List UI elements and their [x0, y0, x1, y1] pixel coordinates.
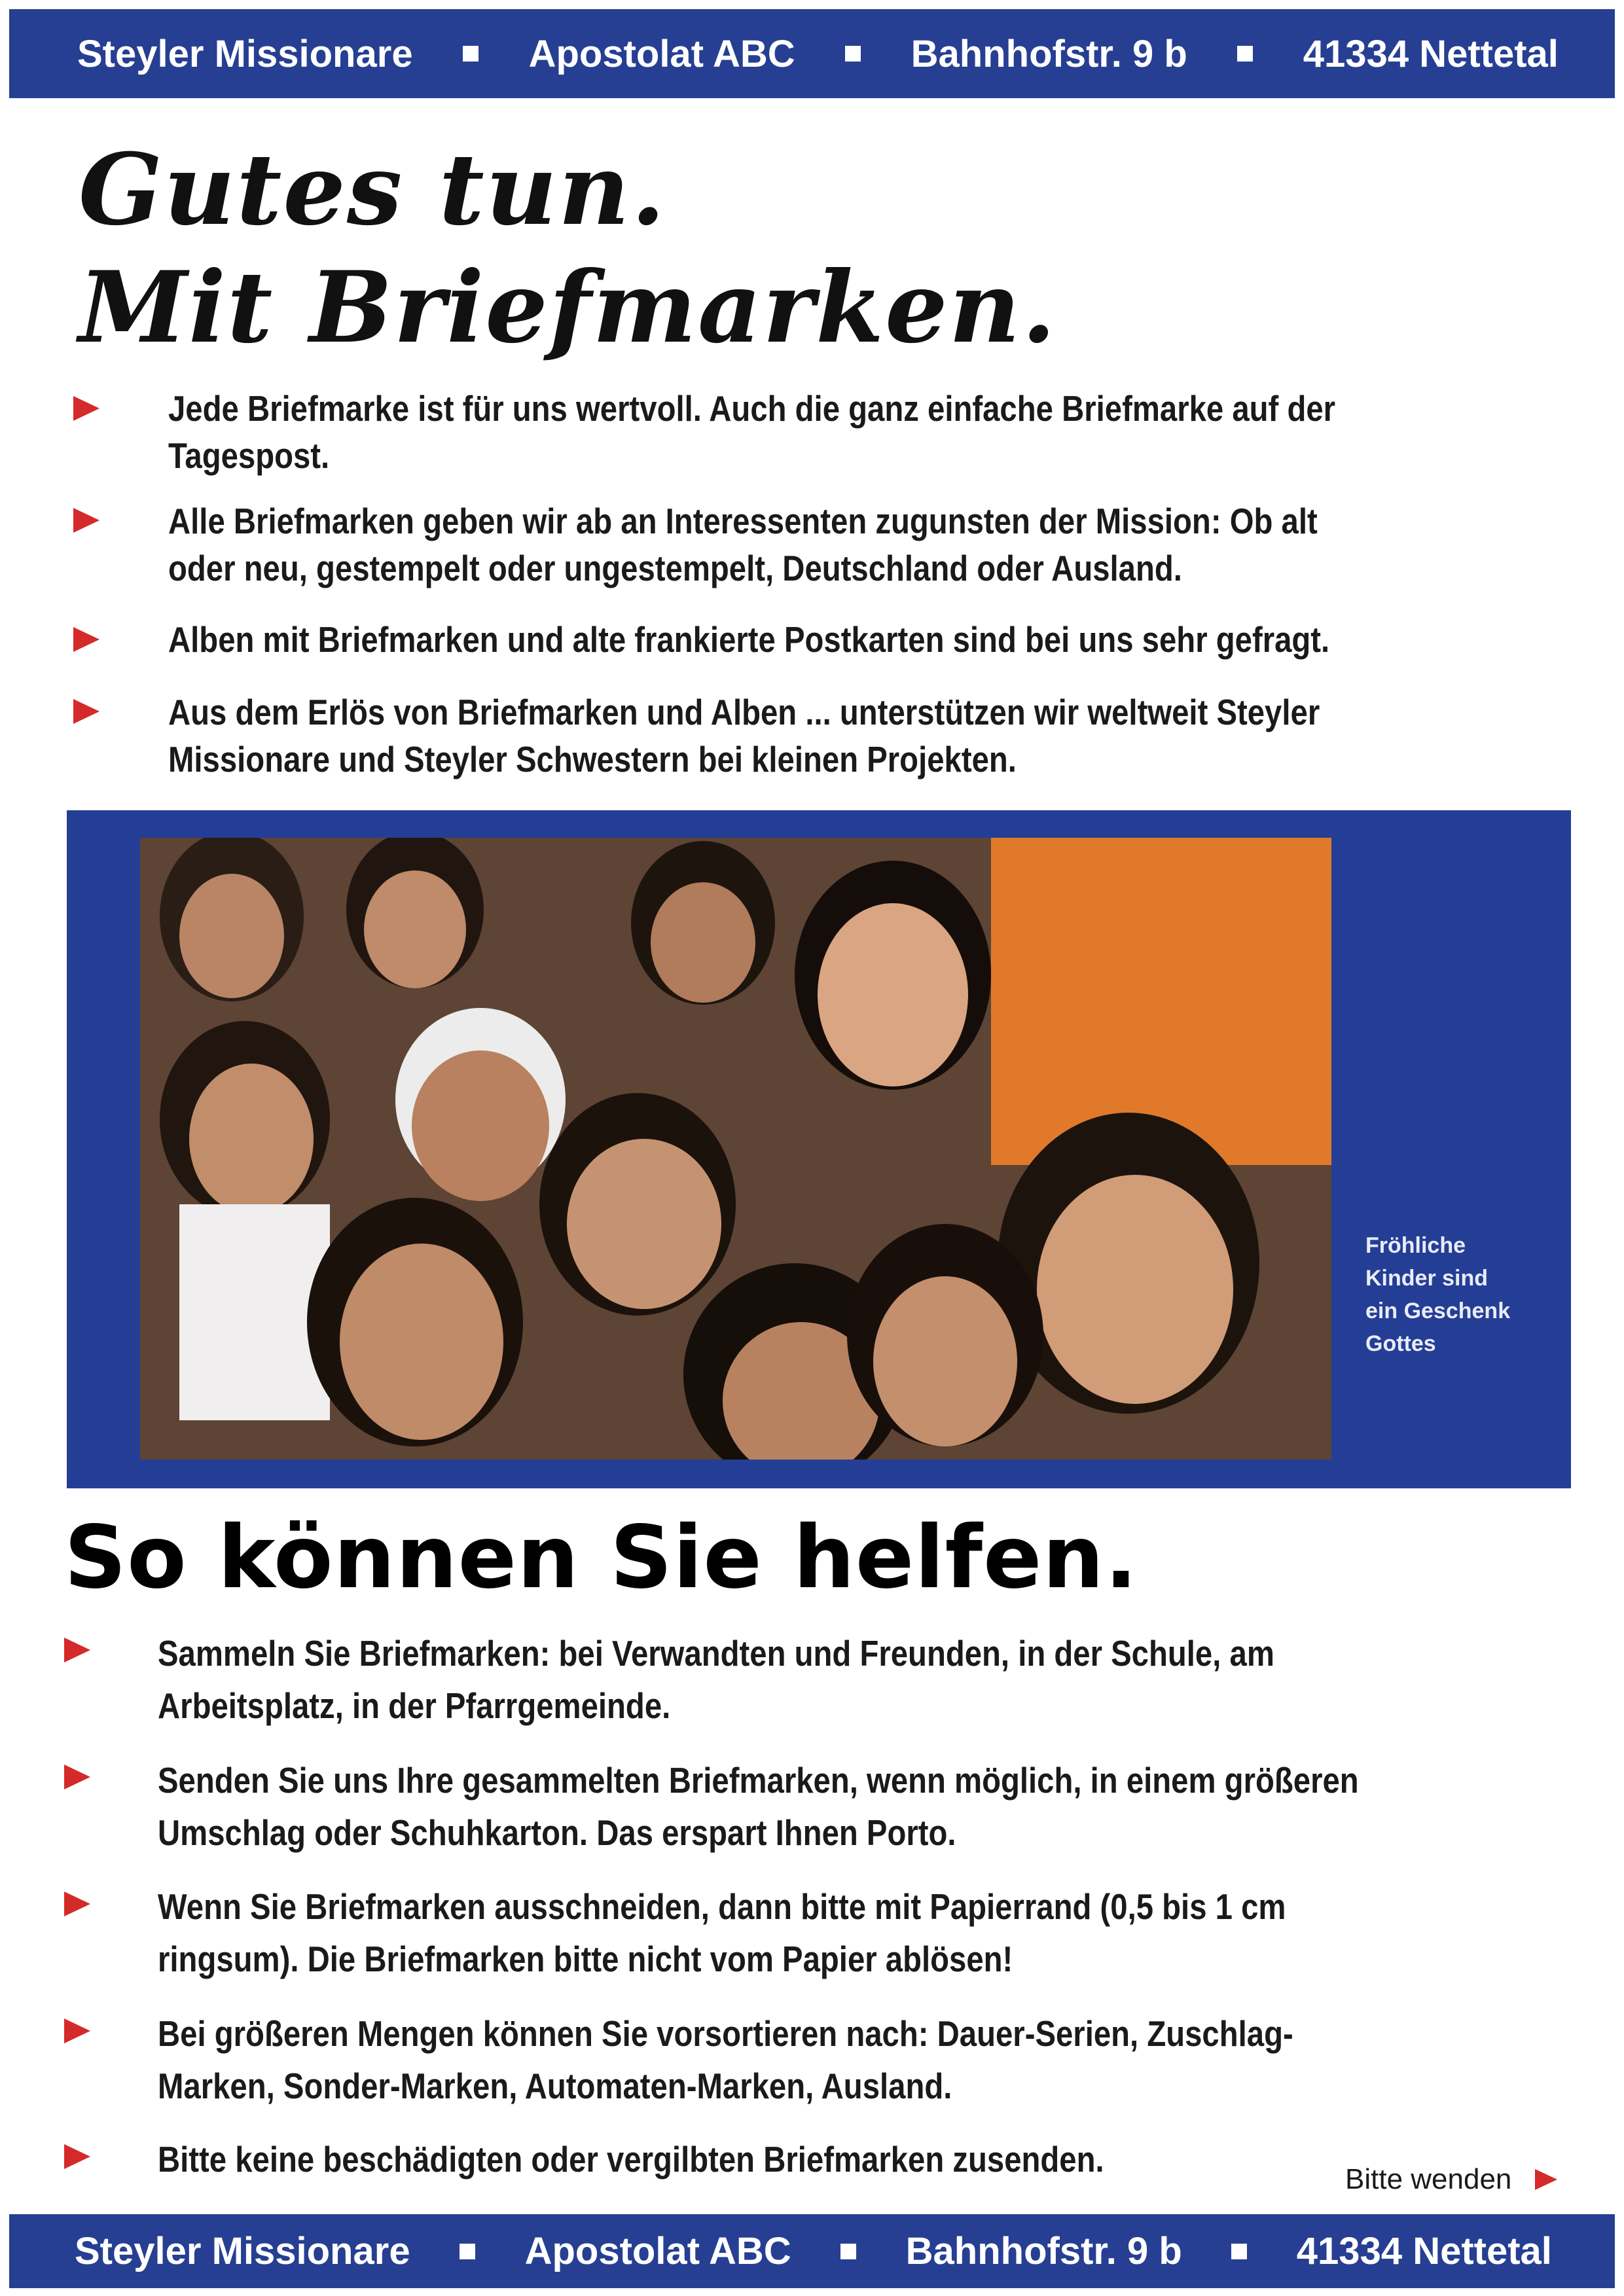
- bullet-line: Arbeitsplatz, in der Pfarrgemeinde.: [158, 1685, 671, 1726]
- children-photo: [140, 838, 1331, 1460]
- band-city: 41334 Nettetal: [1296, 2230, 1552, 2272]
- title-line-1: Gutes tun.: [79, 132, 667, 247]
- bullet-line: Sammeln Sie Briefmarken: bei Verwandten und Freunden, in der Schule, am: [158, 1633, 1274, 1674]
- red-arrow-bullet-icon: [73, 627, 99, 652]
- title-line-2: Mit Briefmarken.: [79, 250, 1057, 365]
- turn-over-label: Bitte wenden: [1345, 2163, 1512, 2195]
- red-arrow-bullet-icon: [73, 396, 99, 421]
- photo-caption: [1365, 1229, 1562, 1360]
- children-photo-illustration: [140, 838, 1331, 1460]
- bullet-line: Wenn Sie Briefmarken ausschneiden, dann bitte mit Papierrand (0,5 bis 1 cm: [158, 1886, 1286, 1927]
- page-title: [79, 131, 1057, 367]
- band-department: Apostolat ABC: [524, 2230, 791, 2272]
- band-org-name: Steyler Missionare: [77, 32, 413, 75]
- caption-line: ein Geschenk: [1365, 1299, 1511, 1323]
- square-separator-icon: [460, 2244, 475, 2259]
- red-arrow-bullet-icon: [64, 2018, 90, 2043]
- bullet-line: Jede Briefmarke ist für uns wertvoll. Auch die ganz einfache Briefmarke auf der: [168, 388, 1336, 429]
- band-department: Apostolat ABC: [528, 32, 795, 75]
- red-arrow-right-icon: [1535, 2169, 1557, 2190]
- turn-over-note: [1345, 2163, 1557, 2196]
- bullet-line: Missionare und Steyler Schwestern bei kleinen Projekten.: [168, 739, 1017, 780]
- square-separator-icon: [1231, 2244, 1247, 2259]
- photo-frame: [67, 810, 1571, 1488]
- bullet-line: Bei größeren Mengen können Sie vorsortieren nach: Dauer-Serien, Zuschlag-: [158, 2013, 1293, 2054]
- bullet-line: oder neu, gestempelt oder ungestempelt, Deutschland oder Ausland.: [168, 548, 1182, 588]
- bullet-line: Alben mit Briefmarken und alte frankierte Postkarten sind bei uns sehr gefragt.: [168, 619, 1330, 660]
- bullet-line: Marken, Sonder-Marken, Automaten-Marken, Ausland.: [158, 2066, 952, 2106]
- header-address-band: [9, 9, 1615, 98]
- red-arrow-bullet-icon: [64, 2144, 90, 2169]
- caption-line: Fröhliche: [1365, 1233, 1466, 1258]
- band-street: Bahnhofstr. 9 b: [911, 32, 1187, 75]
- red-arrow-bullet-icon: [64, 1765, 90, 1789]
- bullet-line: Alle Briefmarken geben wir ab an Interessenten zugunsten der Mission: Ob alt: [168, 501, 1318, 541]
- section-heading: So können Sie helfen.: [64, 1507, 1138, 1608]
- bullet-line: Aus dem Erlös von Briefmarken und Alben ... unterstützen wir weltweit Steyler: [168, 692, 1320, 732]
- band-city: 41334 Nettetal: [1303, 32, 1559, 75]
- bullet-line: Umschlag oder Schuhkarton. Das erspart Ihnen Porto.: [158, 1812, 956, 1853]
- footer-address-band: [9, 2214, 1615, 2288]
- red-arrow-bullet-icon: [73, 699, 99, 724]
- bullet-line: ringsum). Die Briefmarken bitte nicht vom Papier ablösen!: [158, 1939, 1013, 1979]
- caption-line: Kinder sind: [1365, 1266, 1489, 1291]
- caption-line: Gottes: [1365, 1331, 1436, 1356]
- red-arrow-bullet-icon: [73, 508, 99, 533]
- red-arrow-bullet-icon: [64, 1638, 90, 1662]
- bullet-line: Tagespost.: [168, 435, 330, 476]
- square-separator-icon: [845, 46, 861, 62]
- square-separator-icon: [463, 46, 478, 62]
- bullet-line: Senden Sie uns Ihre gesammelten Briefmarken, wenn möglich, in einem größeren: [158, 1760, 1359, 1801]
- band-street: Bahnhofstr. 9 b: [905, 2230, 1182, 2272]
- square-separator-icon: [840, 2244, 856, 2259]
- bullet-line: Bitte keine beschädigten oder vergilbten Briefmarken zusenden.: [158, 2139, 1104, 2179]
- band-org-name: Steyler Missionare: [75, 2230, 410, 2272]
- red-arrow-bullet-icon: [64, 1892, 90, 1916]
- square-separator-icon: [1237, 46, 1253, 62]
